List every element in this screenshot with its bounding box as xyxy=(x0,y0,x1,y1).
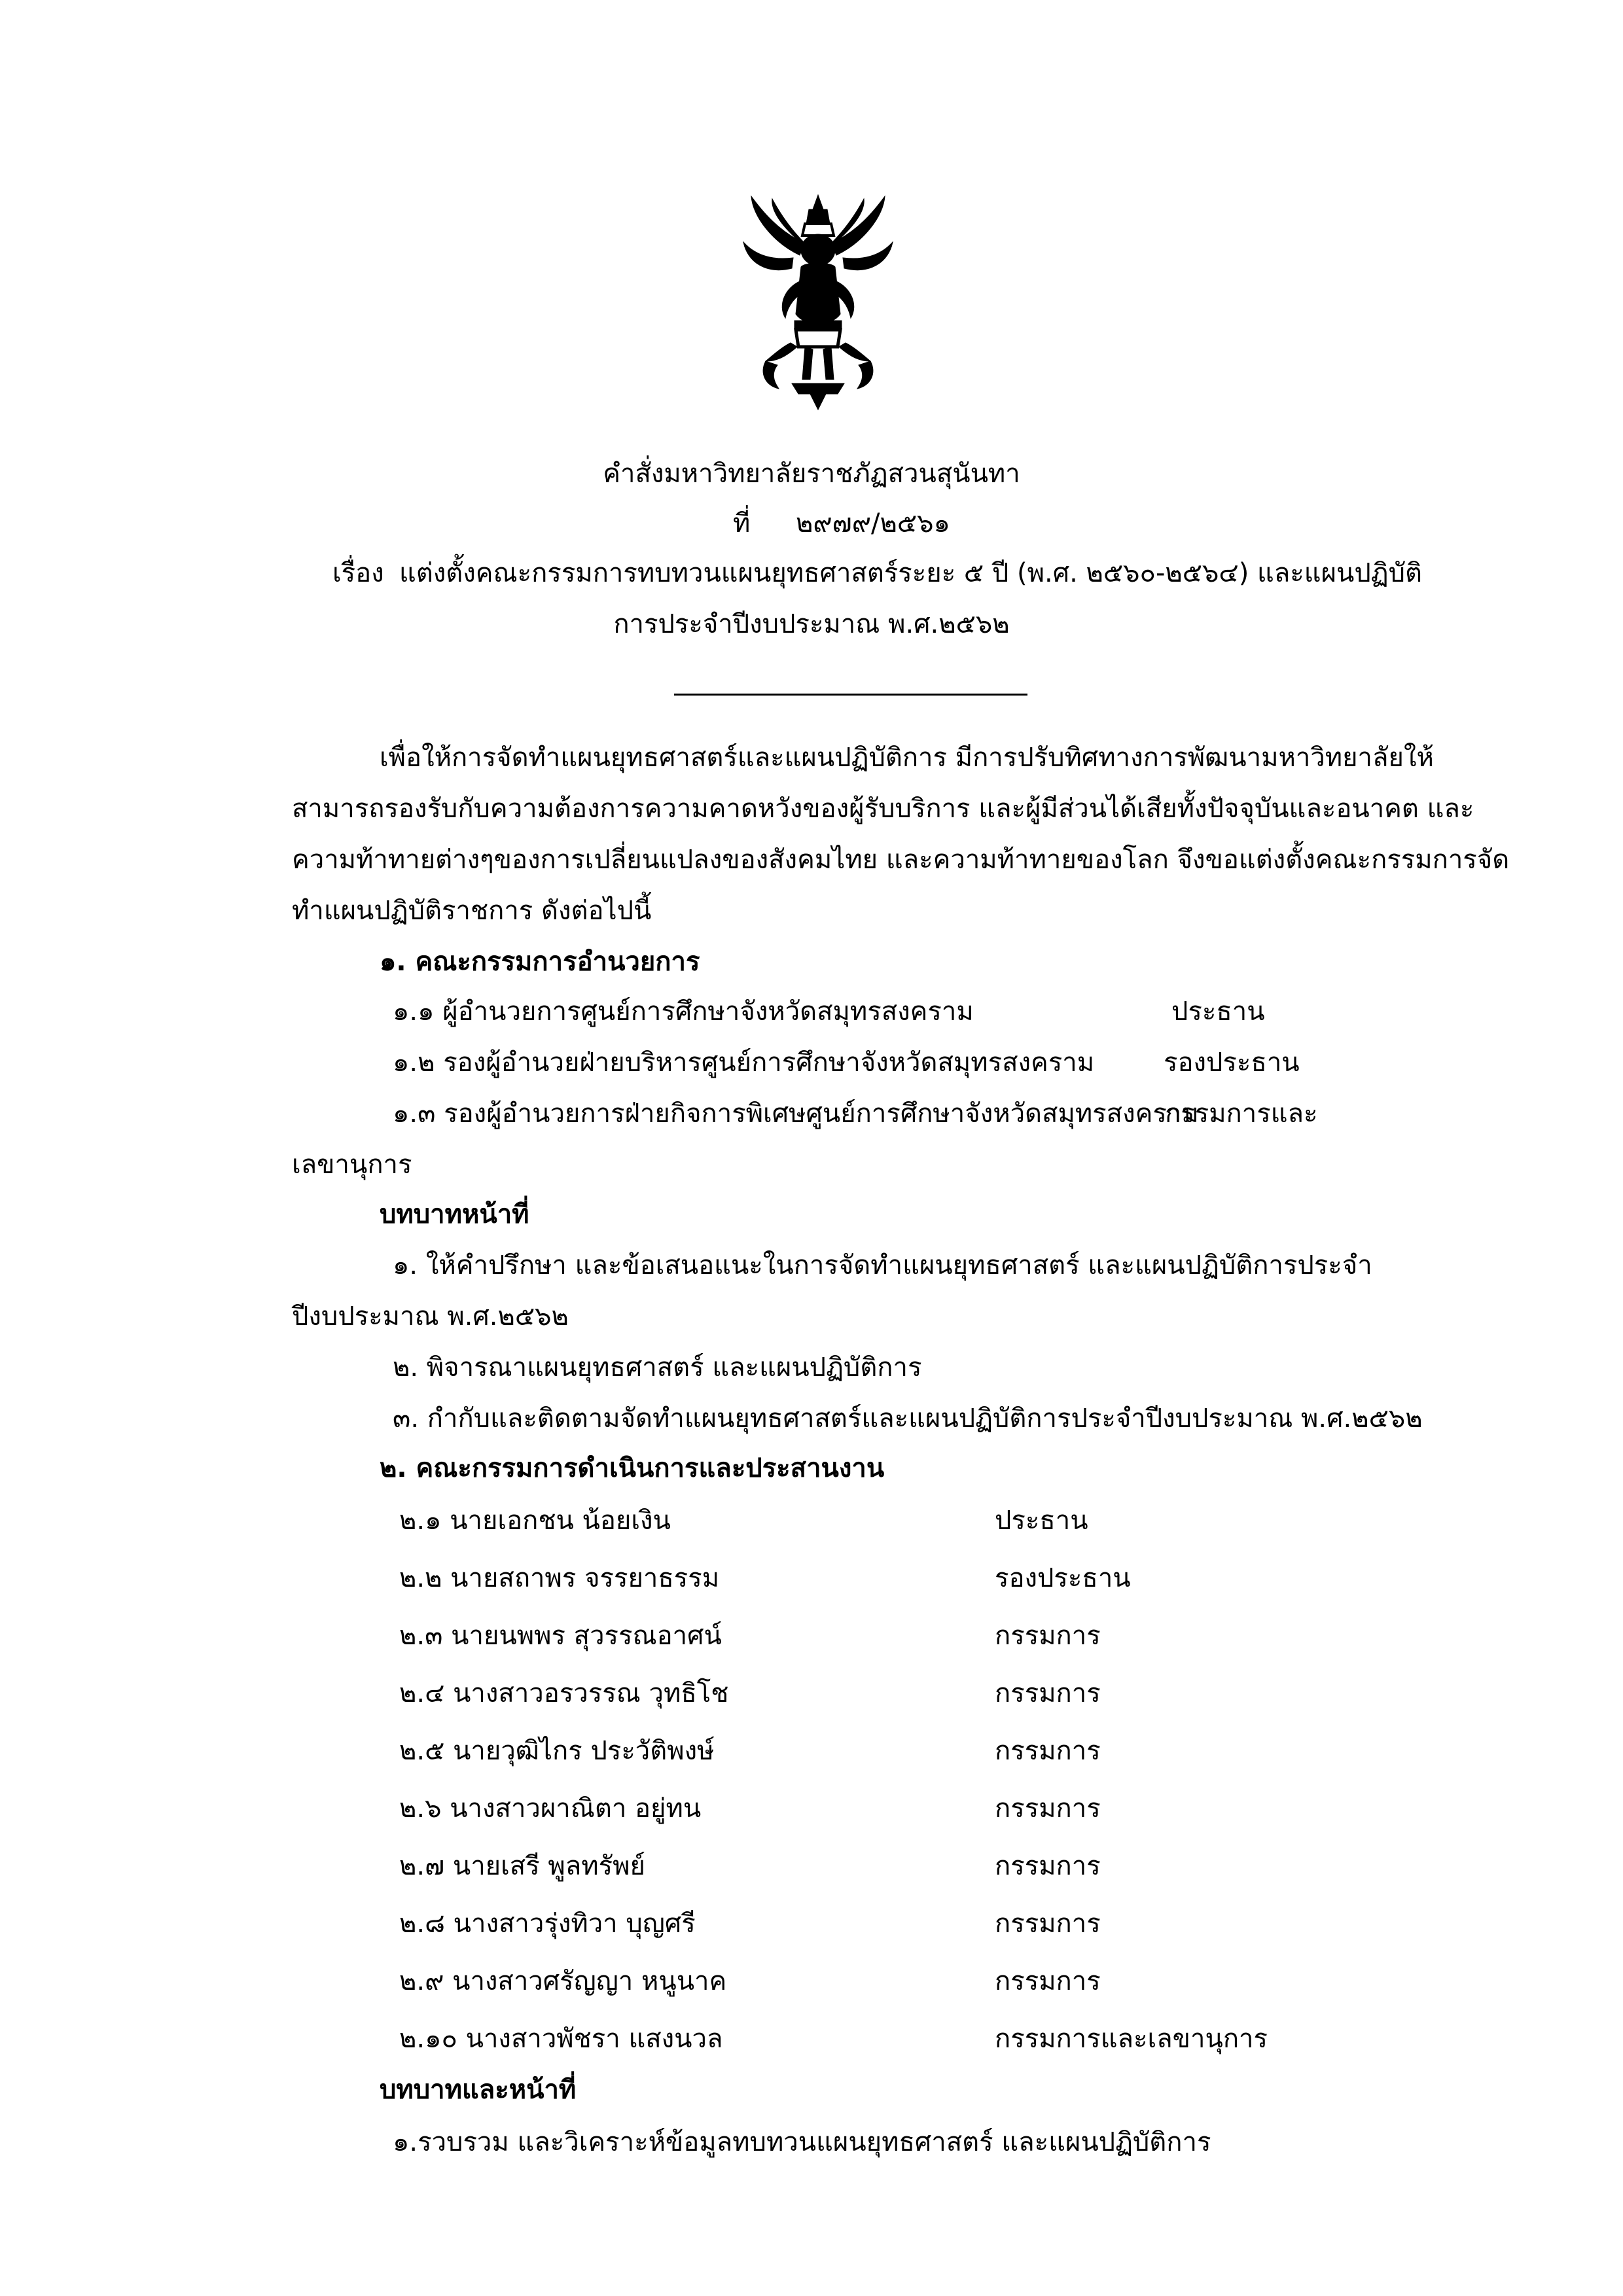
section2-member-role: กรรมการ xyxy=(995,1678,1101,1708)
intro-line: ความท้าทายต่างๆของการเปลี่ยนแปลงของสังคมไทย และความท้าทายของโลก จึงขอแต่งตั้งคณะกรรมการจัด xyxy=(292,845,1510,875)
section2-member-name: ๒.๒ นายสถาพร จรรยาธรรม xyxy=(399,1563,720,1593)
section1-member-name: ๑.๑ ผู้อำนวยการศูนย์การศึกษาจังหวัดสมุทรสงคราม xyxy=(393,997,974,1027)
section2-member-role: กรรมการ xyxy=(995,1736,1101,1766)
order-number: ๒๙๗๙/๒๕๖๑ xyxy=(796,508,950,539)
subject-line-2: การประจำปีงบประมาณ พ.ศ.๒๕๖๒ xyxy=(613,609,1010,639)
section2-member-name: ๒.๗ นายเสรี พูลทรัพย์ xyxy=(399,1851,645,1881)
section2-member-role: กรรมการ xyxy=(995,1851,1101,1881)
issuer-title: คำสั่งมหาวิทยาลัยราชภัฏสวนสุนันทา xyxy=(603,459,1020,489)
section2-duties-title: บทบาทและหน้าที่ xyxy=(380,2075,577,2105)
section1-member-role-cont: เลขานุการ xyxy=(292,1150,412,1180)
section2-member-name: ๒.๕ นายวุฒิไกร ประวัติพงษ์ xyxy=(399,1736,715,1766)
section2-duty: ๑.รวบรวม และวิเคราะห์ข้อมูลทบทวนแผนยุทธศาสตร์ และแผนปฏิบัติการ xyxy=(393,2127,1211,2157)
section1-member-name: ๑.๓ รองผู้อำนวยการฝ่ายกิจการพิเศษศูนย์การศึกษาจังหวัดสมุทรสงคราม xyxy=(393,1099,1199,1129)
section2-member-name: ๒.๖ นางสาวผาณิตา อยู่ทน xyxy=(399,1793,702,1824)
section2-member-role: กรรมการและเลขานุการ xyxy=(995,2024,1268,2054)
section1-duties-title: บทบาทหน้าที่ xyxy=(380,1199,529,1229)
section2-member-role: กรรมการ xyxy=(995,1621,1101,1651)
section1-duty: ๑. ให้คำปรึกษา และข้อเสนอแนะในการจัดทำแผนยุทธศาสตร์ และแผนปฏิบัติการประจำ xyxy=(393,1250,1372,1280)
section1-title: ๑. คณะกรรมการอำนวยการ xyxy=(380,947,700,977)
intro-line: สามารถรองรับกับความต้องการความคาดหวังของผู้รับบริการ และผู้มีส่วนได้เสียทั้งปัจจุบันและอนาคต และ xyxy=(292,794,1474,824)
section2-member-role: กรรมการ xyxy=(995,1909,1101,1939)
section1-member-name: ๑.๒ รองผู้อำนวยฝ่ายบริหารศูนย์การศึกษาจังหวัดสมุทรสงคราม xyxy=(393,1048,1095,1078)
section2-member-role: รองประธาน xyxy=(995,1563,1131,1593)
section1-duty: ปีงบประมาณ พ.ศ.๒๕๖๒ xyxy=(292,1301,569,1332)
section2-member-name: ๒.๙ นางสาวศรัญญา หนูนาค xyxy=(399,1966,727,1996)
section2-member-name: ๒.๔ นางสาวอรวรรณ วุทธิโช xyxy=(399,1678,729,1708)
number-label: ที่ xyxy=(733,508,751,539)
section1-duty: ๓. กำกับและติดตามจัดทำแผนยุทธศาสตร์และแผนปฏิบัติการประจำปีงบประมาณ พ.ศ.๒๕๖๒ xyxy=(393,1404,1423,1434)
section1-member-role: กรรมการและ xyxy=(1165,1099,1318,1129)
header-divider xyxy=(674,694,1027,696)
section2-member-name: ๒.๑ นายเอกชน น้อยเงิน xyxy=(399,1506,671,1536)
section2-title: ๒. คณะกรรมการดำเนินการและประสานงาน xyxy=(380,1453,885,1483)
section2-member-name: ๒.๘ นางสาวรุ่งทิวา บุญศรี xyxy=(399,1909,696,1939)
section1-member-role: รองประธาน xyxy=(1164,1048,1300,1078)
subject-label: เรื่อง xyxy=(332,558,384,588)
section2-member-role: ประธาน xyxy=(995,1506,1088,1536)
section2-member-name: ๒.๓ นายนพพร สุวรรณอาศน์ xyxy=(399,1621,722,1651)
section2-member-name: ๒.๑๐ นางสาวพัชรา แสงนวล xyxy=(399,2024,723,2054)
section1-duty: ๒. พิจารณาแผนยุทธศาสตร์ และแผนปฏิบัติการ xyxy=(393,1352,922,1383)
intro-line: ทำแผนปฏิบัติราชการ ดังต่อไปนี้ xyxy=(292,896,652,926)
section2-member-role: กรรมการ xyxy=(995,1793,1101,1824)
intro-line: เพื่อให้การจัดทำแผนยุทธศาสตร์และแผนปฏิบัติการ มีการปรับทิศทางการพัฒนามหาวิทยาลัยให้ xyxy=(380,743,1434,773)
section1-member-role: ประธาน xyxy=(1171,997,1265,1027)
subject-line-1: แต่งตั้งคณะกรรมการทบทวนแผนยุทธศาสตร์ระยะ ๕ ปี (พ.ศ. ๒๕๖๐-๒๕๖๔) และแผนปฏิบัติ xyxy=(399,558,1422,588)
section2-member-role: กรรมการ xyxy=(995,1966,1101,1996)
garuda-emblem-icon xyxy=(740,190,897,412)
